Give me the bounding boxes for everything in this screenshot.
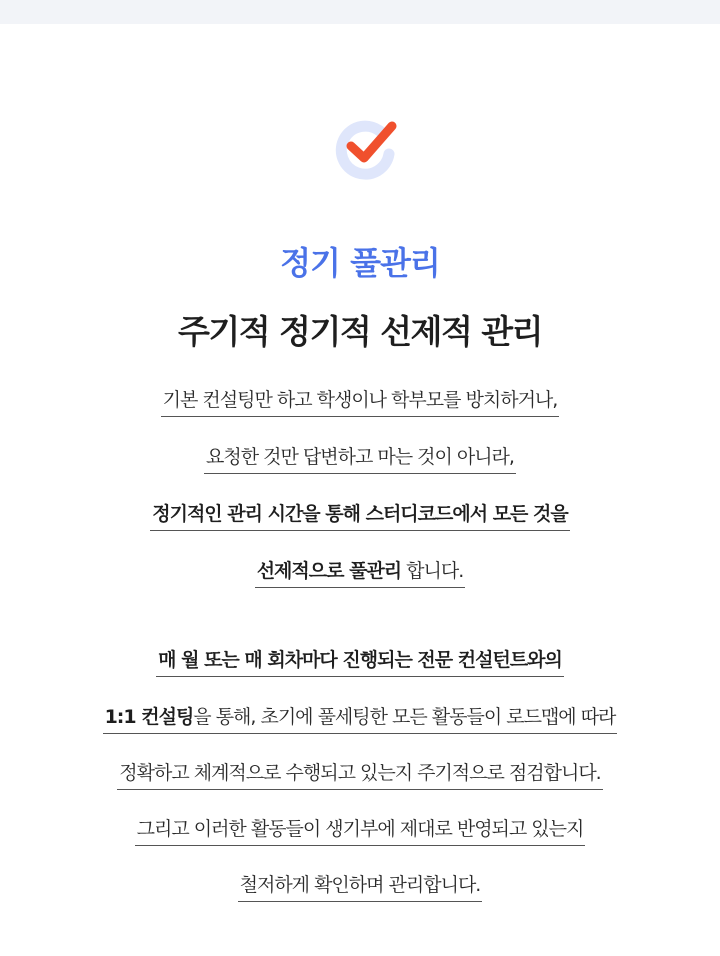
paragraph2-line2-rest: 을 통해, 초기에 풀세팅한 모든 활동들이 로드맵에 따라 bbox=[193, 706, 616, 728]
check-circle-icon bbox=[331, 110, 401, 180]
paragraph1-line3 bbox=[0, 500, 720, 531]
paragraph1-line4-rest: 합니다. bbox=[401, 560, 464, 582]
section-headline: 주기적 정기적 선제적 관리 bbox=[177, 312, 543, 351]
paragraph2-line2 bbox=[0, 703, 720, 734]
paragraph1-line1-text: 기본 컨설팅만 하고 학생이나 학부모를 방치하거나, bbox=[161, 386, 560, 417]
paragraph2-line4-text: 그리고 이러한 활동들이 생기부에 제대로 반영되고 있는지 bbox=[135, 815, 586, 846]
paragraph1-line3-text: 정기적인 관리 시간을 통해 스터디코드에서 모든 것을 bbox=[150, 500, 569, 531]
paragraph1-line1 bbox=[0, 386, 720, 417]
paragraph2-line5 bbox=[0, 871, 720, 902]
paragraph2-line2-wrap bbox=[103, 703, 618, 734]
paragraph2-line5-text: 철저하게 확인하며 관리합니다. bbox=[238, 871, 483, 902]
top-band bbox=[0, 0, 720, 24]
paragraph1-line4-bold: 선제적으로 풀관리 bbox=[256, 560, 402, 582]
paragraph1-line2-text: 요청한 것만 답변하고 마는 것이 아니라, bbox=[204, 443, 516, 474]
paragraph2-line2-bold: 1:1 컨설팅 bbox=[104, 706, 194, 728]
paragraph2-line4 bbox=[0, 815, 720, 846]
paragraph2-line1 bbox=[0, 646, 720, 677]
paragraph2-line3 bbox=[0, 759, 720, 790]
section-eyebrow: 정기 풀관리 bbox=[280, 244, 440, 282]
paragraph2-line3-text: 정확하고 체계적으로 수행되고 있는지 주기적으로 점검합니다. bbox=[117, 759, 602, 790]
paragraph1-line4 bbox=[0, 557, 720, 588]
paragraph1-line4-wrap bbox=[255, 557, 466, 588]
paragraph2-line1-text: 매 월 또는 매 회차마다 진행되는 전문 컨설턴트와의 bbox=[156, 646, 564, 677]
paragraph1-line2 bbox=[0, 443, 720, 474]
